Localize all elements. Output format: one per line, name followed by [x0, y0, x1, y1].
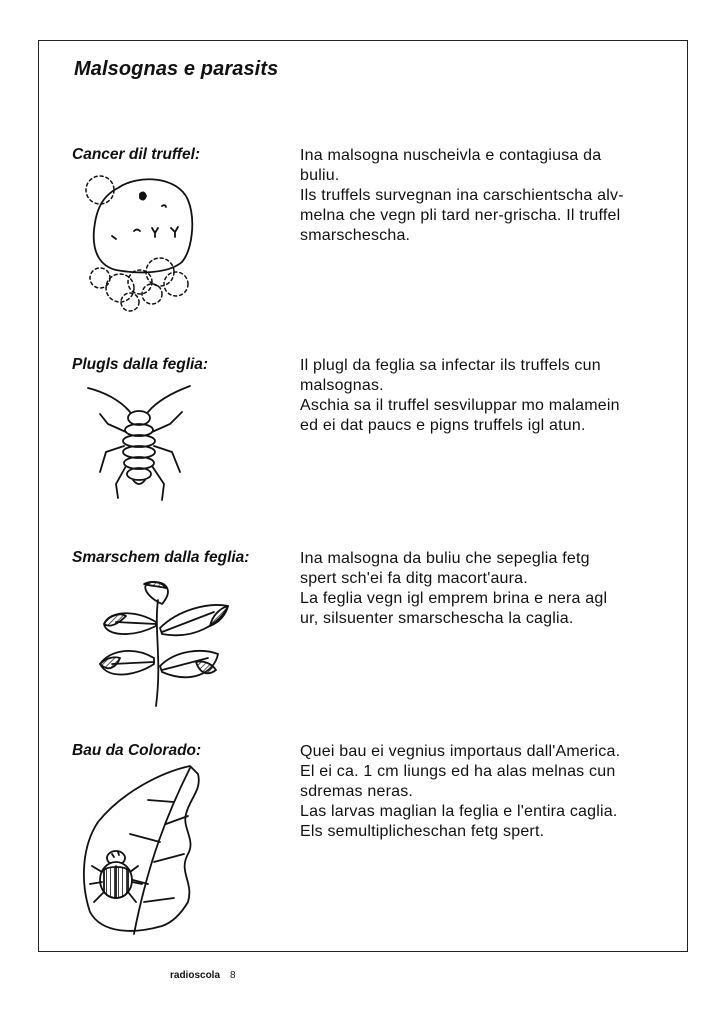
description-line: Aschia sa il truffel sesviluppar mo malamein: [300, 397, 620, 414]
entry-heading: Plugls dalla feglia:: [72, 356, 209, 373]
page-footer: [170, 970, 236, 981]
description-line: buliu.: [300, 167, 340, 184]
description-line: smarschescha.: [300, 227, 411, 244]
description-line: Ils truffels survegnan ina carschientscha alv-: [300, 187, 624, 204]
description-line: ur, silsuenter smarschescha la caglia.: [300, 610, 574, 627]
entry-description: [300, 146, 670, 246]
potato-tuber-illustration: [78, 170, 198, 315]
aphid-illustration: [86, 380, 196, 505]
page-title: Malsognas e parasits: [74, 58, 279, 80]
leaf-branch-illustration: [96, 580, 236, 710]
description-line: El ei ca. 1 cm liungs ed ha alas melnas cun: [300, 763, 616, 780]
entry-heading: Smarschem dalla feglia:: [72, 549, 250, 566]
page-number: 8: [230, 970, 236, 981]
description-line: Ina malsogna da buliu che sepeglia fetg: [300, 550, 590, 567]
description-line: melna che vegn pli tard ner-grischa. Il truffel: [300, 207, 621, 224]
description-line: Quei bau ei vegnius importaus dall'America.: [300, 743, 621, 760]
entry-heading: Cancer dil truffel:: [72, 146, 201, 163]
description-line: ed ei dat paucs e pigns truffels igl atun.: [300, 417, 586, 434]
description-line: Il plugl da feglia sa infectar ils truffels cun: [300, 357, 601, 374]
entry-description: [300, 356, 670, 436]
entry-description: [300, 742, 670, 842]
entry-description: [300, 549, 670, 629]
description-line: La feglia vegn igl emprem brina e nera agl: [300, 590, 608, 607]
description-line: Las larvas maglian la feglia e l'entira caglia.: [300, 803, 618, 820]
description-line: malsognas.: [300, 377, 384, 394]
entry-heading: Bau da Colorado:: [72, 742, 202, 759]
description-line: sdremas neras.: [300, 783, 414, 800]
description-line: Ina malsogna nuscheivla e contagiusa da: [300, 147, 602, 164]
beetle-on-leaf-illustration: [78, 762, 208, 937]
description-line: spert sch'ei fa ditg macort'aura.: [300, 570, 528, 587]
publication-name: radioscola: [170, 970, 221, 981]
description-line: Els semultiplicheschan fetg spert.: [300, 823, 545, 840]
